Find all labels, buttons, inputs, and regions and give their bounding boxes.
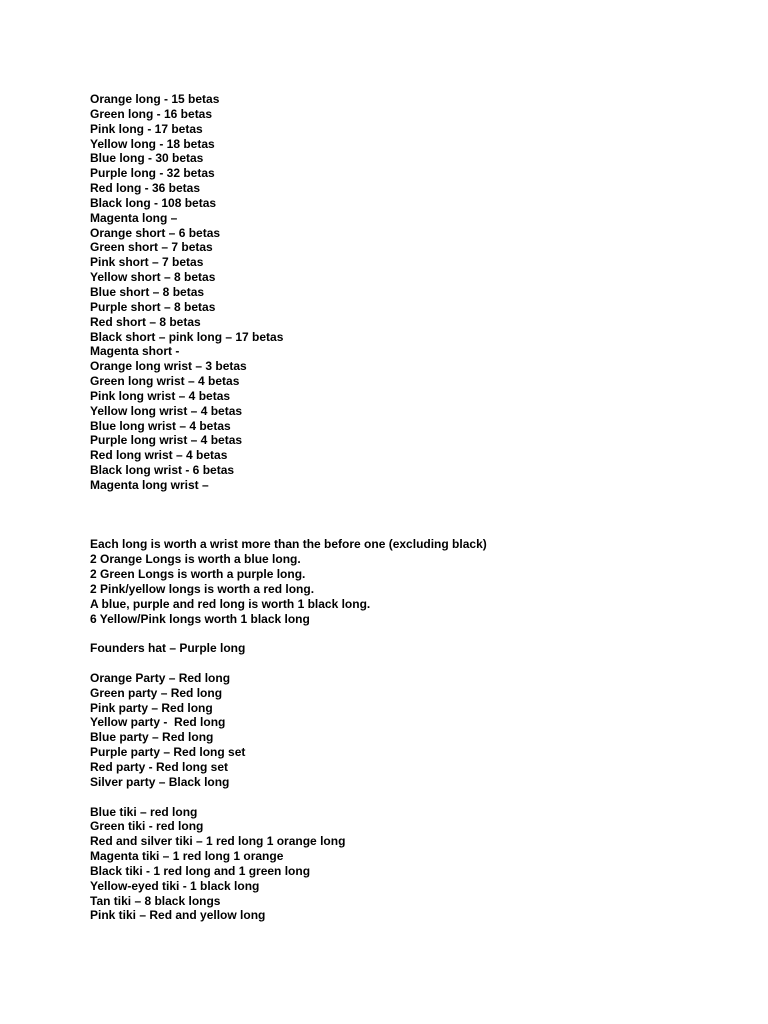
text-line: Purple party – Red long set	[90, 745, 246, 760]
text-line: Silver party – Black long	[90, 774, 230, 789]
text-line: Blue party – Red long	[90, 730, 214, 745]
text-line: Magenta short -	[90, 344, 180, 359]
text-line: Purple long wrist – 4 betas	[90, 433, 243, 448]
text-line: Orange short – 6 betas	[90, 225, 221, 240]
text-line: Red long wrist – 4 betas	[90, 448, 228, 463]
section-spacer	[90, 626, 730, 641]
text-line: Black long wrist - 6 betas	[90, 463, 235, 478]
text-line: Pink tiki – Red and yellow long	[90, 908, 266, 923]
text-line: Red long - 36 betas	[90, 181, 201, 196]
text-line: Green long wrist – 4 betas	[90, 374, 240, 389]
text-line: Magenta long –	[90, 210, 178, 225]
text-line: Green tiki - red long	[90, 819, 204, 834]
text-line: Orange long - 15 betas	[90, 92, 220, 106]
text-line: Pink party – Red long	[90, 700, 213, 715]
text-line: Red and silver tiki – 1 red long 1 orange long	[90, 834, 346, 849]
text-line: Green party – Red long	[90, 685, 223, 700]
text-line: Black long - 108 betas	[90, 195, 217, 210]
text-line: Orange long wrist – 3 betas	[90, 359, 247, 374]
document-page	[90, 92, 730, 923]
section-spacer	[90, 790, 730, 805]
text-line: Purple long - 32 betas	[90, 166, 215, 181]
text-line: Yellow short – 8 betas	[90, 270, 216, 285]
text-line: Red short – 8 betas	[90, 314, 201, 329]
text-line: Red party - Red long set	[90, 759, 229, 774]
text-line: 2 Green Longs is worth a purple long.	[90, 567, 306, 582]
text-line: Tan tiki – 8 black longs	[90, 893, 221, 908]
text-line: Pink short – 7 betas	[90, 255, 204, 270]
text-line: Black tiki - 1 red long and 1 green long	[90, 863, 311, 878]
party-list	[90, 671, 730, 790]
text-line: Yellow-eyed tiki - 1 black long	[90, 878, 260, 893]
text-line: Yellow long - 18 betas	[90, 136, 215, 151]
section-spacer	[90, 493, 730, 538]
text-line: 2 Pink/yellow longs is worth a red long.	[90, 581, 315, 596]
text-line: 6 Yellow/Pink longs worth 1 black long	[90, 611, 310, 626]
text-line: Blue tiki – red long	[90, 804, 198, 819]
text-line: Blue short – 8 betas	[90, 284, 205, 299]
text-line: Pink long wrist – 4 betas	[90, 388, 231, 403]
text-line: Yellow long wrist – 4 betas	[90, 403, 243, 418]
text-line: Blue long - 30 betas	[90, 151, 204, 166]
text-line: Yellow party - Red long	[90, 715, 226, 730]
text-line: Green short – 7 betas	[90, 240, 213, 255]
text-line: Founders hat – Purple long	[90, 641, 246, 656]
text-line: Magenta tiki – 1 red long 1 orange	[90, 849, 284, 864]
section-spacer	[90, 656, 730, 671]
equivalence-list	[90, 537, 730, 626]
text-line: Purple short – 8 betas	[90, 299, 216, 314]
text-line: Magenta long wrist –	[90, 477, 209, 492]
text-line: 2 Orange Longs is worth a blue long.	[90, 552, 301, 567]
text-line: Pink long - 17 betas	[90, 121, 203, 136]
text-line: Blue long wrist – 4 betas	[90, 418, 231, 433]
text-line: Black short – pink long – 17 betas	[90, 329, 284, 344]
text-line: Green long - 16 betas	[90, 106, 213, 121]
tiki-list	[90, 805, 730, 924]
text-line: A blue, purple and red long is worth 1 black long.	[90, 596, 371, 611]
text-line: Each long is worth a wrist more than the before one (excluding black)	[90, 537, 487, 552]
price-list	[90, 92, 730, 493]
founders-list	[90, 641, 730, 656]
text-line: Orange Party – Red long	[90, 670, 231, 685]
